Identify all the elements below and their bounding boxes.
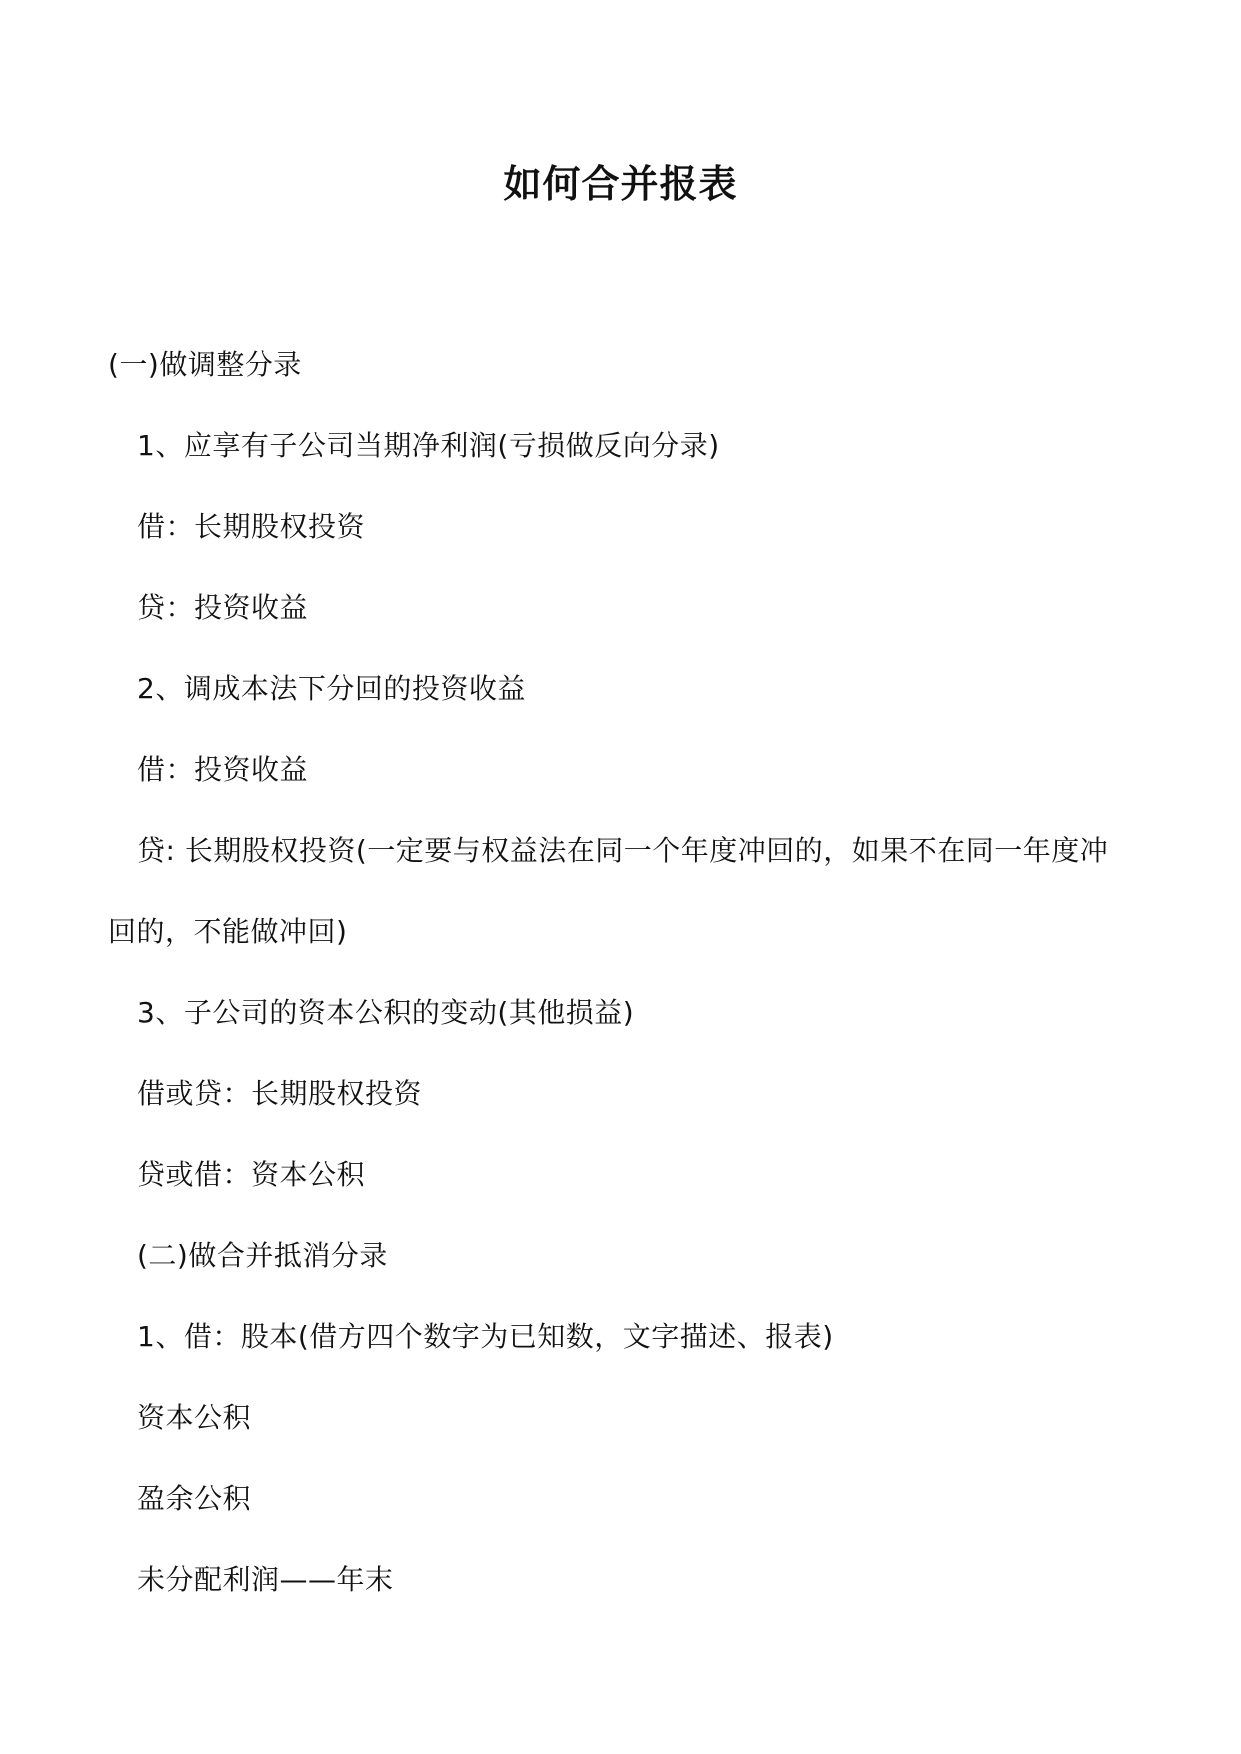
- paragraph-line: 3、子公司的资本公积的变动(其他损益): [137, 996, 635, 1029]
- section-heading-adjusting-entries: (一)做调整分录: [108, 348, 302, 381]
- paragraph-line: 资本公积: [137, 1401, 252, 1434]
- paragraph-line: 借：长期股权投资: [137, 510, 366, 543]
- paragraph-line: 1、应享有子公司当期净利润(亏损做反向分录): [137, 429, 720, 462]
- paragraph-line-continuation: 回的，不能做冲回): [108, 915, 348, 948]
- paragraph-line: 2、调成本法下分回的投资收益: [137, 672, 526, 705]
- paragraph-line: 借：投资收益: [137, 753, 309, 786]
- paragraph-line: 未分配利润——年末: [137, 1563, 394, 1596]
- paragraph-line: 贷或借：资本公积: [137, 1158, 366, 1191]
- paragraph-line: 1、借：股本(借方四个数字为已知数，文字描述、报表): [137, 1320, 834, 1353]
- paragraph-line: 贷: 长期股权投资(一定要与权益法在同一个年度冲回的，如果不在同一年度冲: [137, 834, 1109, 867]
- document-title: 如何合并报表: [503, 162, 738, 206]
- paragraph-line: 贷：投资收益: [137, 591, 309, 624]
- paragraph-line: 借或贷：长期股权投资: [137, 1077, 423, 1110]
- section-heading-consolidation-entries: (二)做合并抵消分录: [137, 1239, 388, 1272]
- paragraph-line: 盈余公积: [137, 1482, 252, 1515]
